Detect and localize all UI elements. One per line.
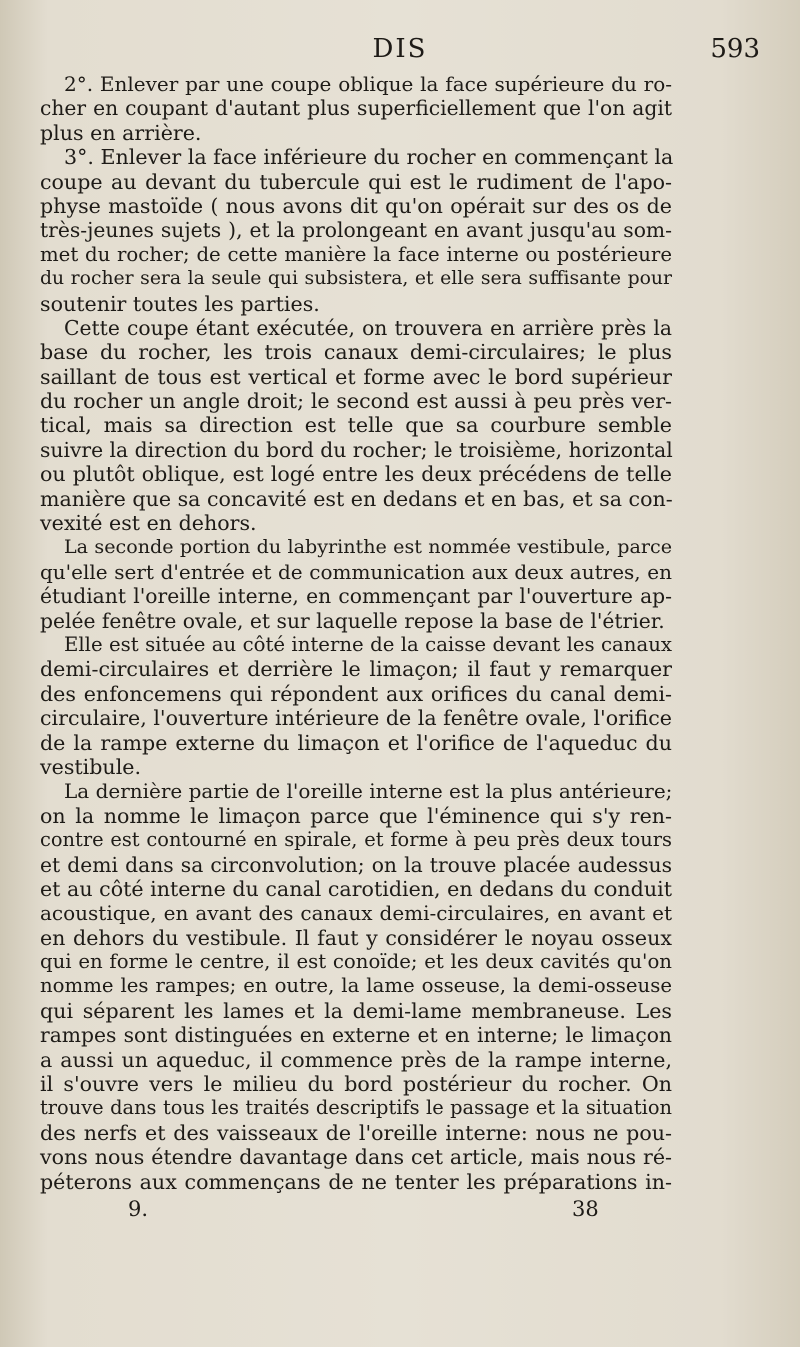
text-line: circulaire, l'ouverture intérieure de la fenêtre ovale, l'orifice: [40, 706, 672, 731]
text-line: cher en coupant d'autant plus superficiellement que l'on agit: [40, 96, 672, 121]
text-line: ou plutôt oblique, est logé entre les deux précédens de telle: [40, 462, 672, 487]
text-line: on la nomme le limaçon parce que l'éminence qui s'y ren-: [40, 803, 672, 828]
text-line: Elle est située au côté interne de la caisse devant les canaux: [64, 632, 672, 656]
text-line: étudiant l'oreille interne, en commençant par l'ouverture ap-: [40, 584, 672, 609]
text-line: nomme les rampes; en outre, la lame osseuse, la demi-osseuse: [40, 974, 672, 998]
text-line: physe mastoïde ( nous avons dit qu'on opérait sur des os de: [40, 193, 672, 218]
text-line: La dernière partie de l'oreille interne est la plus antérieure;: [64, 779, 673, 804]
text-line: péterons aux commençans de ne tenter les préparations in-: [40, 1169, 672, 1194]
text-line: du rocher un angle droit; le second est aussi à peu près ver-: [40, 389, 672, 414]
text-line: contre est contourné en spirale, et forme à peu près deux tours: [40, 828, 672, 852]
body-text: [40, 72, 672, 1194]
text-line: 2°. Enlever par une coupe oblique la face supérieure du ro-: [64, 72, 672, 96]
page-footer: [40, 1197, 760, 1227]
running-head-title: DIS: [372, 34, 428, 64]
text-line: coupe au devant du tubercule qui est le rudiment de l'apo-: [40, 169, 672, 194]
text-line: très-jeunes sujets ), et la prolongeant en avant jusqu'au som-: [40, 218, 672, 243]
text-line: des nerfs et des vaisseaux de l'oreille interne: nous ne pou-: [40, 1120, 672, 1145]
text-line: rampes sont distinguées en externe et en interne; le limaçon: [40, 1023, 672, 1048]
text-line: vexité est en dehors.: [40, 511, 257, 536]
text-line: et au côté interne du canal carotidien, en dedans du conduit: [40, 876, 672, 901]
text-line: Cette coupe étant exécutée, on trouvera en arrière près la: [64, 315, 672, 340]
text-line: plus en arrière.: [40, 120, 202, 145]
text-line: qui en forme le centre, il est conoïde; et les deux cavités qu'on: [40, 950, 672, 974]
text-line: vestibule.: [40, 754, 142, 779]
page-number: 593: [710, 34, 760, 64]
text-line: met du rocher; de cette manière la face interne ou postérieure: [40, 242, 672, 266]
text-line: tical, mais sa direction est telle que sa courbure semble: [40, 413, 672, 438]
text-line: suivre la direction du bord du rocher; le troisième, horizontal: [40, 437, 673, 462]
text-line: pelée fenêtre ovale, et sur laquelle repose la base de l'étrier.: [40, 608, 665, 633]
text-line: a aussi un aqueduc, il commence près de la rampe interne,: [40, 1047, 672, 1072]
text-line: La seconde portion du labyrinthe est nommée vestibule, parce: [64, 535, 672, 559]
text-line: saillant de tous est vertical et forme avec le bord supérieur: [40, 364, 672, 389]
text-line: et demi dans sa circonvolution; on la trouve placée audessus: [40, 852, 672, 877]
text-line: 3°. Enlever la face inférieure du rocher en commençant la: [64, 145, 674, 170]
text-line: de la rampe externe du limaçon et l'orifice de l'aqueduc du: [40, 730, 672, 755]
text-line: il s'ouvre vers le milieu du bord postérieur du rocher. On: [40, 1072, 672, 1097]
text-line: trouve dans tous les traités descriptifs le passage et la situation: [40, 1096, 672, 1120]
text-line: des enfoncemens qui répondent aux orifices du canal demi-: [40, 681, 672, 706]
text-line: acoustique, en avant des canaux demi-circulaires, en avant et: [40, 901, 672, 926]
text-line: demi-circulaires et derrière le limaçon; il faut y remarquer: [40, 657, 672, 682]
gathering-number: 38: [572, 1197, 599, 1221]
text-line: en dehors du vestibule. Il faut y considérer le noyau osseux: [40, 925, 672, 950]
text-line: du rocher sera la seule qui subsistera, et elle sera suffisante pour: [40, 268, 672, 290]
text-line: manière que sa concavité est en dedans et en bas, et sa con-: [40, 486, 673, 511]
text-line: base du rocher, les trois canaux demi-circulaires; le plus: [40, 340, 672, 365]
text-line: soutenir toutes les parties.: [40, 291, 320, 316]
text-line: vons nous étendre davantage dans cet article, mais nous ré-: [40, 1145, 672, 1170]
running-head: [40, 34, 760, 74]
signature-mark: 9.: [128, 1197, 149, 1221]
text-line: qui séparent les lames et la demi-lame membraneuse. Les: [40, 998, 672, 1023]
text-line: qu'elle sert d'entrée et de communication aux deux autres, en: [40, 559, 672, 584]
